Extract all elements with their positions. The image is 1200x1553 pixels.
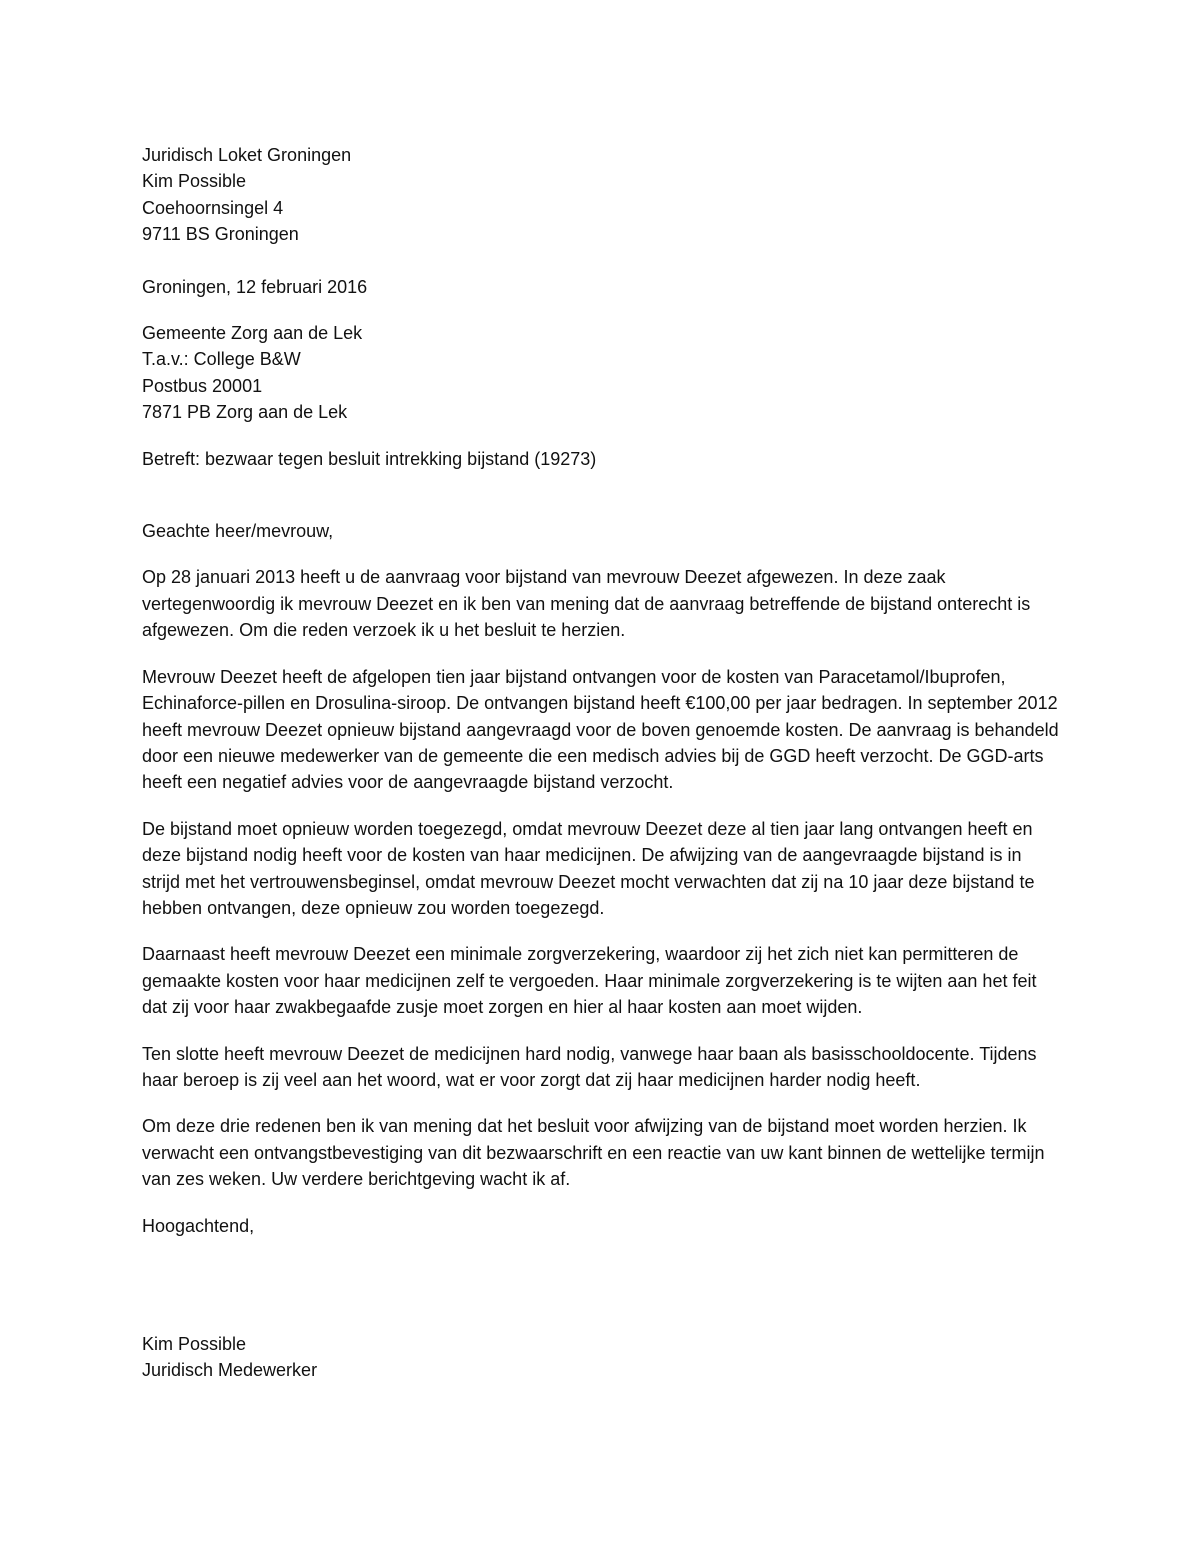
body-paragraph-5: Ten slotte heeft mevrouw Deezet de medicijnen hard nodig, vanwege haar baan als basisschooldocente. Tijdens haar beroep is zij veel aan het woord, wat er voor zorgt dat zij haar medicijnen harder nodig heeft. (142, 1043, 1037, 1090)
recipient-postal-city: 7871 PB Zorg aan de Lek (142, 402, 348, 423)
body-paragraph-4: Daarnaast heeft mevrouw Deezet een minimale zorgverzekering, waardoor zij het zich niet kan permitteren de gemaakte kosten voor haar medicijnen zelf te vergoeden. Haar minimale zorgverzekering is te wijten aan het feit dat zij voor haar zwakbegaafde zusje moet zorgen en hier al haar kosten aan moet wijden. (142, 944, 1037, 1018)
body-paragraph-2: Mevrouw Deezet heeft de afgelopen tien jaar bijstand ontvangen voor de kosten van Paracetamol/Ibuprofen, Echinaforce-pillen en Drosulina-siroop. De ontvangen bijstand heeft €100,00 per jaar bedragen. In september 2012 heeft mevrouw Deezet opnieuw bijstand aangevraagd voor de boven genoemde kosten. De aanvraag is behandeld door een nieuwe medewerker van de gemeente die een medisch advies bij de GGD heeft verzocht. De GGD-arts heeft een negatief advies voor de aangevraagde bijstand verzocht. (142, 666, 1059, 793)
letter-body (142, 142, 1062, 1384)
signature-title: Juridisch Medewerker (142, 1360, 318, 1381)
sender-address (142, 142, 1062, 248)
subject-line: Betreft: bezwaar tegen besluit intrekking bijstand (19273) (142, 448, 597, 469)
recipient-organization: Gemeente Zorg aan de Lek (142, 323, 363, 344)
body-paragraph-6: Om deze drie redenen ben ik van mening dat het besluit voor afwijzing van de bijstand moet worden herzien. Ik verwacht een ontvangstbevestiging van dit bezwaarschrift en een reactie van uw kant binnen de wettelijke termijn van zes weken. Uw verdere berichtgeving wacht ik af. (142, 1116, 1045, 1190)
signature-name: Kim Possible (142, 1334, 247, 1354)
recipient-attention: T.a.v.: College B&W (142, 349, 301, 370)
salutation: Geachte heer/mevrouw, (142, 521, 334, 542)
sender-name: Kim Possible (142, 171, 247, 192)
sender-street: Coehoornsingel 4 (142, 197, 284, 218)
closing: Hoogachtend, (142, 1215, 255, 1236)
body-paragraph-3: De bijstand moet opnieuw worden toegezegd, omdat mevrouw Deezet deze al tien jaar lang ontvangen heeft en deze bijstand nodig heeft voor de kosten van haar medicijnen. De afwijzing van de aangevraagde bijstand is in strijd met het vertrouwensbeginsel, omdat mevrouw Deezet mocht verwachten dat zij na 10 jaar deze bijstand te hebben ontvangen, deze opnieuw zou worden toegezegd. (142, 818, 1035, 918)
sender-postal-city: 9711 BS Groningen (142, 224, 299, 245)
recipient-address (142, 320, 1062, 426)
place-date: Groningen, 12 februari 2016 (142, 276, 368, 297)
body-paragraph-1: Op 28 januari 2013 heeft u de aanvraag voor bijstand van mevrouw Deezet afgewezen. In deze zaak vertegenwoordig ik mevrouw Deezet en ik ben van mening dat de aanvraag betreffende de bijstand onterecht is afgewezen. Om die reden verzoek ik u het besluit te herzien. (142, 567, 1031, 641)
recipient-postbox: Postbus 20001 (142, 375, 263, 396)
sender-organization: Juridisch Loket Groningen (142, 145, 352, 165)
signature-block (142, 1331, 1062, 1384)
